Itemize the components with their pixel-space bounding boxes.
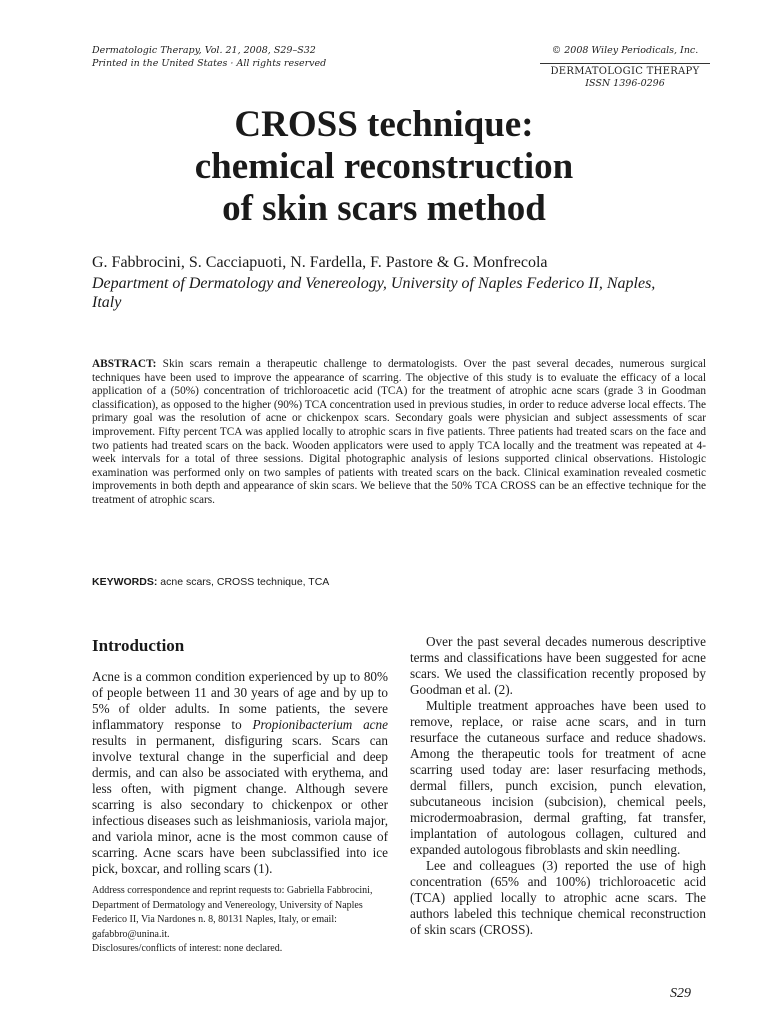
author-list: G. Fabbrocini, S. Cacciapuoti, N. Fardella, F. Pastore & G. Monfrecola (92, 254, 548, 271)
keywords-label: KEYWORDS: (92, 576, 158, 588)
title-line-3: of skin scars method (222, 188, 546, 229)
paragraph-cross: Lee and colleagues (3) reported the use of high concentration (65% and 100%) trichloroacetic acid (TCA) applied locally to atrophic acne scars. The authors labeled this technique chemical reconstruction of skin scars (CROSS). (410, 858, 706, 937)
paragraph-treatments: Multiple treatment approaches have been used to remove, replace, or raise acne scars, and in turn resurface the cutaneous surface and reduce shadows. Among the therapeutic tools for treatment of acne scarring used today are: laser resurfacing methods, dermal fillers, punch excision, punch elevation, subcutaneous incision (subcision), chemical peels, microdermoabrasion, dermal grafting, fat transfer, implantation of autologous collagen, cultured and expanded autologous fibroblasts and skin needling. (410, 698, 706, 857)
disclosure-note: Disclosures/conflicts of interest: none declared. (92, 943, 283, 955)
correspondence-footnote (92, 884, 388, 957)
copyright-line: © 2008 Wiley Periodicals, Inc. (551, 45, 699, 56)
issn-line: ISSN 1396-0296 (585, 77, 665, 89)
abstract (92, 358, 706, 508)
intro-paragraph (92, 669, 388, 877)
title-line-1: CROSS technique: (234, 104, 534, 145)
keywords (92, 576, 706, 589)
affiliation: Department of Dermatology and Venereology, University of Naples Federico II, Naples, Italy (92, 275, 656, 311)
title-line-2: chemical reconstruction (194, 146, 574, 187)
journal-name: DERMATOLOGIC THERAPY (540, 63, 710, 78)
keywords-text: acne scars, CROSS technique, TCA (160, 576, 330, 588)
abstract-text: Skin scars remain a therapeutic challenge to dermatologists. Over the past several decades, numerous surgical techniques have been used to improve the appearance of scarring. The objective of this study is to evaluate the efficacy of a local application of a (50%) concentration of trichloroacetic acid (TCA) for the treatment of atrophic acne scars (grade 3 in Goodman classification), as opposed to the higher (90%) TCA concentration used in previous studies, in order to reduce adverse local effects. The primary goal was the resolution of acne or chickenpox scars. Secondary goals were physician and subject assessments of scar improvement. Fifty percent TCA was applied locally to atrophic scars in five patients. Three patients had treated scars on the face and two patients had treated scars on the back. Wooden applicators were used to apply TCA locally and the treatment was repeated at 4-week intervals for a total of three sessions. Digital photographic analysis of lesions supported clinical observations. Histologic examination was performed only on two samples of patients with treated scars on the back. Clinical examination revealed cosmetic improvements in both depth and appearance of skin scars. We believe that the 50% TCA CROSS can be an effective technique for the treatment of atrophic scars. (92, 358, 706, 506)
abstract-label: ABSTRACT: (92, 358, 157, 370)
section-heading-introduction: Introduction (92, 636, 185, 655)
intro-text-start: Acne is a common condition experienced by up to 80% of people between 11 and 30 years of age and by up to 5% of older adults. In some patients, the severe inflammatory response to (92, 669, 388, 732)
page-number: S29 (670, 986, 691, 1001)
citation-line: Dermatologic Therapy, Vol. 21, 2008, S29–S32 (92, 45, 316, 56)
journal-masthead (540, 45, 710, 90)
paragraph-classification: Over the past several decades numerous descriptive terms and classifications have been suggested for acne scars. We used the classification recently proposed by Goodman et al. (2). (410, 634, 706, 697)
correspondence-address: Address correspondence and reprint requests to: Gabriella Fabbrocini, Department of Dermatology and Venereology, University of Naples Federico II, Via Nardones n. 8, 80131 Naples, Italy, or email: gafabbro@unina.it. (92, 885, 373, 940)
right-column (410, 634, 706, 938)
species-name: Propionibacterium acne (252, 717, 388, 732)
left-column (92, 635, 388, 957)
intro-text-end: results in permanent, disfiguring scars. Scars can involve textural change in the superficial and deep dermis, and can also be associated with erythema, and less often, with pigment change. Although severe scarring is also secondary to chickenpox or other infectious diseases such as leishmaniosis, variola major, and variola minor, acne is the most common cause of scarring. Acne scars have been subclassified into ice pick, boxcar, and rolling scars (1). (92, 733, 388, 876)
journal-citation (92, 45, 326, 70)
article-title (60, 104, 708, 230)
printed-line: Printed in the United States · All rights reserved (92, 57, 327, 69)
